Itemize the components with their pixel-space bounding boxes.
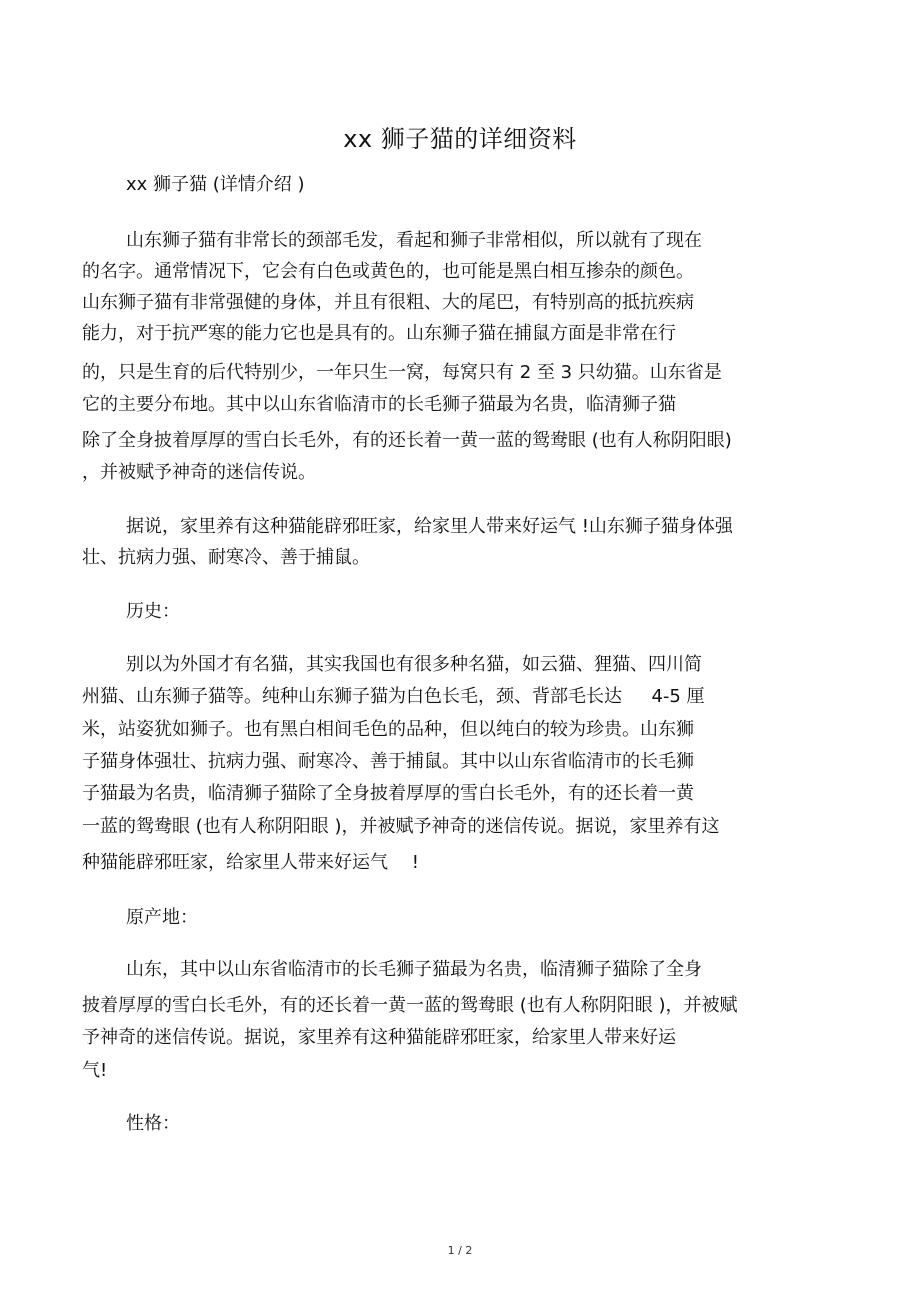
legend-line: 壮、抗病力强、耐寒冷、善于捕鼠。 (82, 547, 370, 568)
intro-line: 的名字。通常情况下，它会有白色或黄色的，也可能是黑白相互掺杂的颜色。 (82, 261, 694, 282)
origin-line: 予神奇的迷信传说。据说，家里养有这种猫能辟邪旺家，给家里人带来好运 (82, 1027, 676, 1048)
history-line: 一蓝的鸳鸯眼 (也有人称阴阳眼 )，并被赋予神奇的迷信传说。据说，家里养有这 (82, 816, 720, 837)
origin-heading: 原产地： (126, 907, 198, 928)
intro-line: 山东狮子猫有非常长的颈部毛发，看起和狮子非常相似，所以就有了现在 (126, 230, 702, 251)
history-line: 子猫身体强壮、抗病力强、耐寒冷、善于捕鼠。其中以山东省临清市的长毛狮 (82, 751, 694, 772)
history-heading: 历史： (126, 601, 180, 622)
intro-line: 山东狮子猫有非常强健的身体，并且有很粗、大的尾巴，有特别高的抵抗疾病 (82, 292, 694, 313)
document-title: xx 狮子猫的详细资料 (343, 125, 577, 153)
intro-line: 的，只是生育的后代特别少，一年只生一窝，每窝只有 2 至 3 只幼猫。山东省是 (82, 362, 722, 383)
subtitle: xx 狮子猫 (详情介绍 ) (126, 174, 305, 195)
history-line: 米，站姿犹如狮子。也有黑白相间毛色的品种，但以纯白的较为珍贵。山东狮 (82, 719, 694, 740)
origin-line: 披着厚厚的雪白长毛外，有的还长着一黄一蓝的鸳鸯眼 (也有人称阴阳眼 )，并被赋 (82, 995, 738, 1016)
history-line: 子猫最为名贵，临清狮子猫除了全身披着厚厚的雪白长毛外，有的还长着一黄 (82, 783, 694, 804)
history-line: 别以为外国才有名猫，其实我国也有很多种名猫，如云猫、狸猫、四川简 (126, 654, 702, 675)
intro-line: 除了全身披着厚厚的雪白长毛外，有的还长着一黄一蓝的鸳鸯眼 (也有人称阴阳眼) (82, 430, 732, 451)
history-line: 州猫、山东狮子猫等。纯种山东狮子猫为白色长毛，颈、背部毛长达 4-5 厘 (82, 686, 705, 707)
history-line: 种猫能辟邪旺家，给家里人带来好运气 ! (82, 852, 419, 873)
personality-heading: 性格： (126, 1113, 180, 1134)
origin-line: 气! (82, 1060, 108, 1081)
page-number: 1 / 2 (447, 1244, 473, 1257)
intro-line: 它的主要分布地。其中以山东省临清市的长毛狮子猫最为名贵，临清狮子猫 (82, 394, 676, 415)
intro-line: 能力，对于抗严寒的能力它也是具有的。山东狮子猫在捕鼠方面是非常在行 (82, 323, 676, 344)
intro-line: ，并被赋予神奇的迷信传说。 (82, 462, 316, 483)
origin-line: 山东，其中以山东省临清市的长毛狮子猫最为名贵，临清狮子猫除了全身 (126, 959, 702, 980)
legend-line: 据说，家里养有这种猫能辟邪旺家，给家里人带来好运气 !山东狮子猫身体强 (126, 516, 733, 537)
